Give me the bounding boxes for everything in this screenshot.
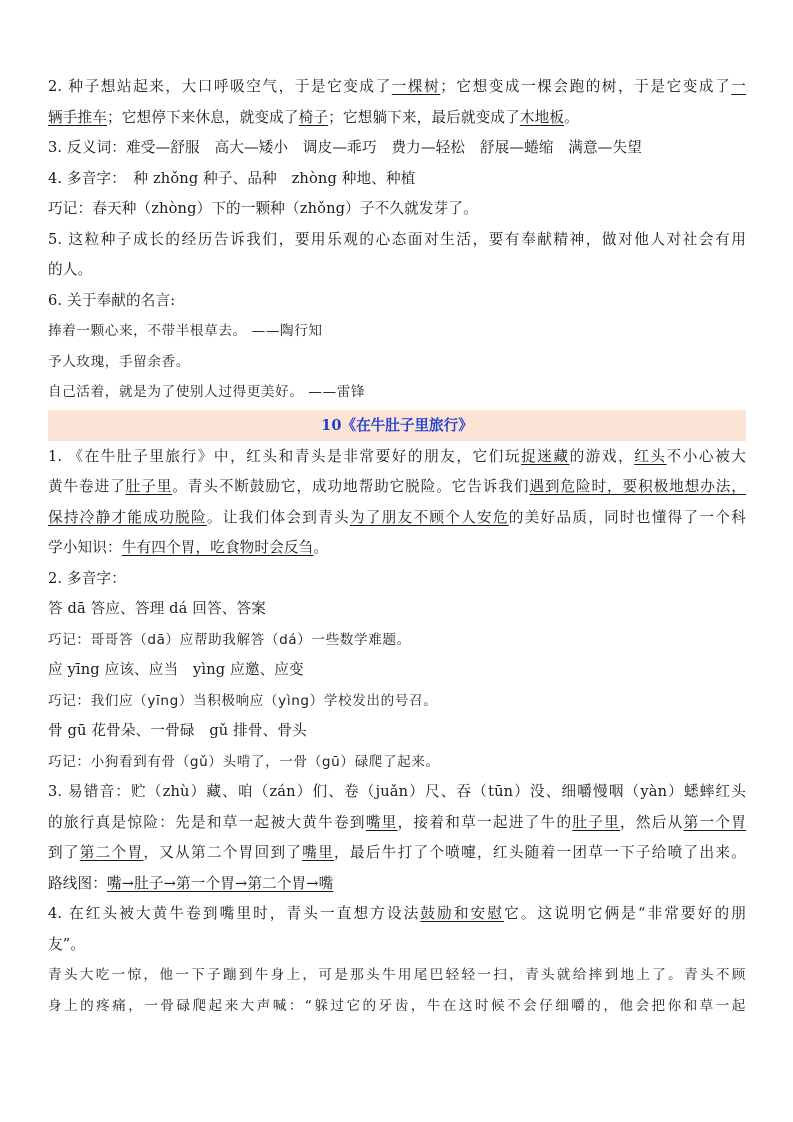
seed-transform-line-1: 2. 种子想站起来，大口呼吸空气，于是它变成了一棵树；它想变成一棵会跑的树，于是它变成了一	[48, 78, 747, 95]
underline-tree: 一棵树	[391, 78, 441, 95]
lesson10-summary-line-1: 1. 《在牛肚子里旅行》中，红头和青头是非常要好的朋友，它们玩捉迷藏的游戏，红头不小心被大	[48, 447, 746, 465]
antonyms-line: 3. 反义词：难受—舒服 高大—矮小 调皮—乖巧 费力—轻松 舒展—蜷缩 满意—失望	[48, 139, 643, 156]
document-page	[48, 72, 746, 1021]
underline-chair: 椅子	[298, 108, 329, 126]
excerpt-line-2: 身上的疼痛，一骨碌爬起来大声喊：“躲过它的牙齿，牛在这时候不会仔细嚼的，他会把你和草一起	[48, 997, 746, 1014]
friendship-line-2: 友”。	[48, 935, 86, 953]
lesson10-summary-line-3: 保持冷静才能成功脱险。让我们体会到青头为了朋友不顾个人安危的美好品质，同时也懂得了一个科	[48, 508, 746, 526]
underline-cart: 辆手推车	[48, 108, 107, 126]
excerpt-line-1: 青头大吃一惊，他一下子蹦到牛身上，可是那头牛用尾巴轻轻一扫，青头就给摔到地上了。青头不顾	[48, 967, 746, 983]
journey-line-1: 的旅行真是惊险：先是和草一起被大黄牛卷到嘴里，接着和草一起进了牛的肚子里，然后从第一个胃	[48, 813, 746, 831]
polyphone-zhong: 4. 多音字： 种 zhǒng 种子、品种 zhòng 种地、种植	[48, 169, 416, 187]
friendship-line-1: 4. 在红头被大黄牛卷到嘴里时，青头一直想方设法鼓励和安慰它。这说明它俩是“非常要好的朋	[48, 905, 746, 922]
quote-lei-feng: 自己活着，就是为了使别人过得更美好。 ——雷锋	[48, 384, 366, 400]
seed-lesson-line-2: 的人。	[48, 261, 93, 278]
seed-transform-line-2: 辆手推车；它想停下来休息，就变成了椅子；它想躺下来，最后就变成了木地板。	[48, 108, 579, 126]
lesson10-summary-line-2: 黄牛卷进了肚子里。青头不断鼓励它，成功地帮助它脱险。它告诉我们遇到危险时，要积极地想办法，	[48, 478, 746, 495]
lesson-10-banner: 10《在牛肚子里旅行》	[48, 410, 746, 441]
quote-roses: 予人玫瑰，手留余香。	[48, 353, 190, 370]
polyphone-ying-tip: 巧记：我们应（yīng）当积极响应（yìng）学校发出的号召。	[48, 692, 438, 709]
error-prone-line-1: 3. 易错音：贮（zhù）藏、咱（zán）们、卷（juǎn）尺、吞（tūn）没、细嚼慢咽（yàn）蟋蟀红头	[48, 783, 746, 800]
polyphone-gu: 骨 gū 花骨朵、一骨碌 gǔ 排骨、骨头	[48, 722, 307, 739]
quote-tao-xingzhi: 捧着一颗心来，不带半根草去。 ——陶行知	[48, 323, 323, 339]
underline-floor: 木地板	[519, 108, 565, 126]
seed-lesson-line-1: 5. 这粒种子成长的经历告诉我们，要用乐观的心态面对生活，要有奉献精神，做对他人对社会有用	[48, 230, 746, 248]
route-map: 嘴→肚子→第一个胃→第二个胃→嘴	[106, 874, 334, 892]
route-map-line: 路线图：嘴→肚子→第一个胃→第二个胃→嘴	[48, 874, 334, 892]
polyphone-da-tip: 巧记：哥哥答（dā）应帮助我解答（dá）一些数学难题。	[48, 631, 411, 648]
polyphone-zhong-tip: 巧记：春天种（zhòng）下的一颗种（zhǒng）子不久就发芽了。	[48, 200, 478, 217]
polyphones-heading: 2. 多音字：	[48, 569, 126, 587]
lesson10-summary-line-4: 学小知识：牛有四个胃，吃食物时会反刍。	[48, 539, 329, 556]
journey-line-2: 到了第二个胃，又从第二个胃回到了嘴里，最后牛打了个喷嚏，红头随着一团草一下子给喷了出来。	[48, 844, 746, 861]
polyphone-da: 答 dā 答应、答理 dá 回答、答案	[48, 600, 267, 617]
dedication-quotes-heading: 6. 关于奉献的名言:	[48, 291, 176, 309]
polyphone-ying: 应 yīng 应该、应当 yìng 应邀、应变	[48, 661, 304, 678]
polyphone-gu-tip: 巧记：小狗看到有骨（gǔ）头啃了，一骨（gū）碌爬了起来。	[48, 753, 440, 770]
